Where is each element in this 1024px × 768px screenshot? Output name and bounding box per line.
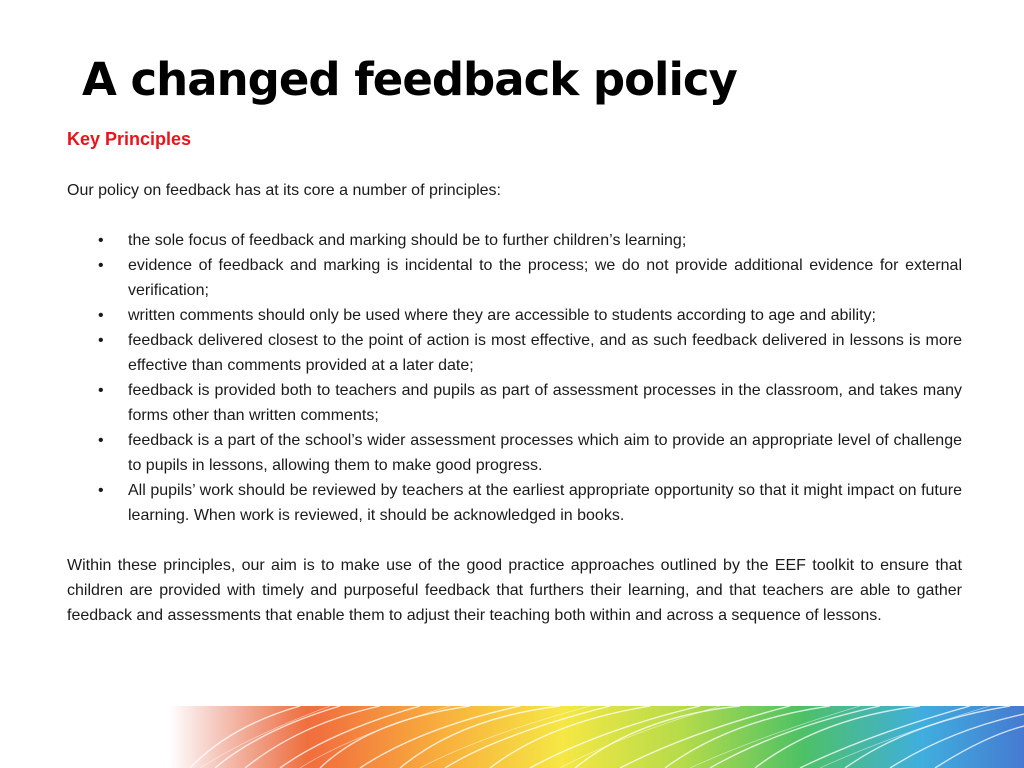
principle-item: [67, 428, 962, 478]
principle-text: written comments should only be used where they are accessible to students according to age and ability;: [128, 307, 876, 324]
principle-text: evidence of feedback and marking is incidental to the process; we do not provide additional evidence for external verification;: [128, 257, 962, 299]
principle-text: feedback is a part of the school’s wider assessment processes which aim to provide an appropriate level of challenge to pupils in lessons, allowing them to make good progress.: [128, 432, 962, 474]
document-body: [67, 124, 962, 628]
slide-title: A changed feedback policy: [82, 53, 737, 106]
principles-list: [67, 228, 962, 528]
principle-item: [67, 328, 962, 378]
principle-item: [67, 228, 962, 253]
closing-paragraph: Within these principles, our aim is to make use of the good practice approaches outlined by the EEF toolkit to ensure that children are provided with timely and purposeful feedback that furthers their learning, and that teachers are able to gather feedback and assessments that enable them to adjust their teaching both within and across a sequence of lessons.: [67, 557, 962, 624]
principle-item: [67, 378, 962, 428]
rainbow-swirl-decoration: [0, 706, 1024, 768]
intro-paragraph: Our policy on feedback has at its core a number of principles:: [67, 182, 501, 199]
bullet-icon: •: [98, 382, 104, 399]
principle-item: [67, 478, 962, 528]
principle-text: All pupils’ work should be reviewed by teachers at the earliest appropriate opportunity so that it might impact on future learning. When work is reviewed, it should be acknowledged in books.: [128, 482, 962, 524]
principle-item: [67, 303, 962, 328]
principle-text: the sole focus of feedback and marking should be to further children’s learning;: [128, 232, 687, 249]
bullet-icon: •: [98, 232, 104, 249]
bullet-icon: •: [98, 482, 104, 499]
bullet-icon: •: [98, 332, 104, 349]
bullet-icon: •: [98, 432, 104, 449]
principle-text: feedback is provided both to teachers and pupils as part of assessment processes in the classroom, and takes many forms other than written comments;: [128, 382, 962, 424]
bullet-icon: •: [98, 257, 104, 274]
principle-text: feedback delivered closest to the point of action is most effective, and as such feedback delivered in lessons is more effective than comments provided at a later date;: [128, 332, 962, 374]
principle-item: [67, 253, 962, 303]
section-heading: Key Principles: [67, 129, 192, 149]
bullet-icon: •: [98, 307, 104, 324]
